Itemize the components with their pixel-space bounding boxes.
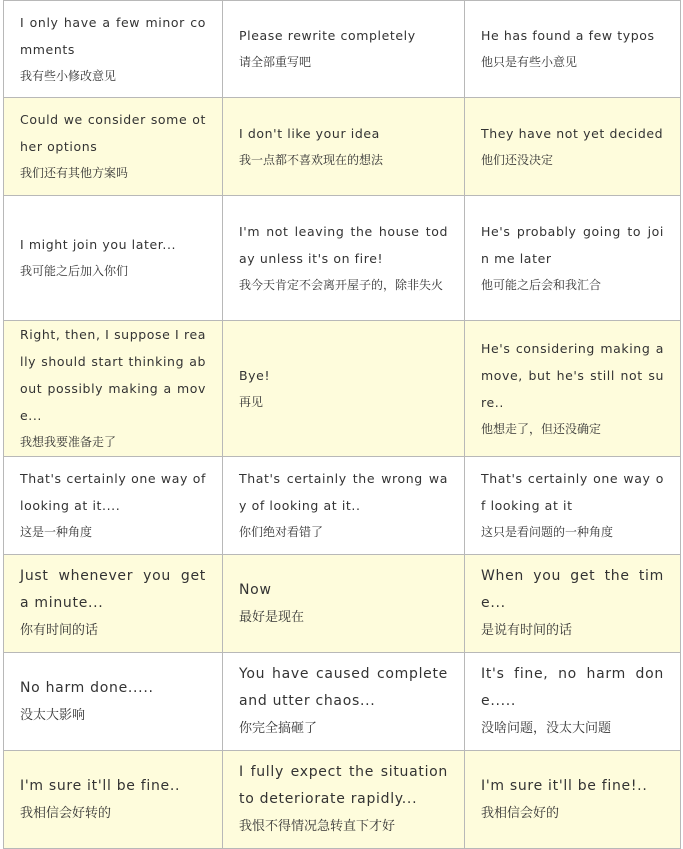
table-row [4,751,681,849]
english-phrase: I only have a few minor comments [20,14,206,57]
english-phrase: It's fine, no harm done..... [481,666,664,709]
table-cell [223,457,465,555]
phrase-table [3,0,681,849]
chinese-translation: 他只是有些小意见 [481,55,578,69]
table-row [4,1,681,98]
english-phrase: He's considering making a move, but he's still not sure.. [481,340,664,410]
chinese-translation: 没太大影响 [20,707,86,723]
english-phrase: Bye! [239,367,271,383]
table-row [4,321,681,457]
table-cell [4,98,223,196]
chinese-translation: 你们绝对看错了 [239,525,324,539]
english-phrase: I'm not leaving the house today unless it's on fire! [239,223,448,266]
english-phrase: I might join you later... [20,237,177,252]
english-phrase: I'm sure it'll be fine.. [20,777,181,794]
table-row [4,457,681,555]
english-phrase: He's probably going to join me later [481,223,664,266]
chinese-translation: 我相信会好转的 [20,805,112,821]
chinese-translation: 我相信会好的 [481,805,560,821]
table-cell [4,196,223,321]
english-phrase: I fully expect the situation to deteriorate rapidly... [239,764,448,807]
table-cell [465,98,681,196]
table-cell [4,751,223,849]
table-cell [223,321,465,457]
english-phrase: That's certainly one way of looking at it.... [20,471,206,513]
table-row [4,98,681,196]
english-phrase: I don't like your idea [239,125,380,141]
chinese-translation: 再见 [239,394,264,409]
english-phrase: He has found a few typos [481,28,655,43]
table-cell [465,1,681,98]
table-cell [4,457,223,555]
chinese-translation: 我有些小修改意见 [20,68,117,83]
table-cell [4,555,223,653]
chinese-translation: 他可能之后会和我汇合 [481,277,602,292]
english-phrase: I'm sure it'll be fine!.. [481,777,648,794]
chinese-translation: 他们还没决定 [481,152,554,167]
table-cell [223,653,465,751]
chinese-translation: 这是一种角度 [20,525,93,539]
chinese-translation: 没啥问题，没太大问题 [481,721,612,736]
table-cell [223,555,465,653]
table-cell [465,751,681,849]
chinese-translation: 这只是看问题的一种角度 [481,525,614,539]
chinese-translation: 是说有时间的话 [481,623,573,638]
chinese-translation: 他想走了，但还没确定 [481,421,602,436]
english-phrase: No harm done..... [20,679,154,696]
table-cell [465,457,681,555]
english-phrase: Right, then, I suppose I really should start thinking about possibly making a move... [20,327,206,423]
table-cell [465,321,681,457]
table-row [4,653,681,751]
english-phrase: Please rewrite completely [239,28,416,43]
table-cell [223,1,465,98]
chinese-translation: 我们还有其他方案吗 [20,166,129,180]
table-cell [4,653,223,751]
english-phrase: That's certainly one way of looking at it [481,471,664,513]
table-cell [223,196,465,321]
table-cell [4,321,223,457]
chinese-translation: 我今天肯定不会离开屋子的，除非失火 [239,277,444,292]
english-phrase: Could we consider some other options [20,112,206,154]
table-row [4,555,681,653]
english-phrase: They have not yet decided [481,125,664,141]
table-cell [4,1,223,98]
english-phrase: Now [239,581,272,598]
chinese-translation: 我可能之后加入你们 [20,264,129,278]
table-cell [465,196,681,321]
english-phrase: That's certainly the wrong way of looking at it.. [239,471,448,513]
chinese-translation: 最好是现在 [239,609,305,625]
english-phrase: Just whenever you get a minute... [20,568,206,611]
english-phrase: You have caused complete and utter chaos... [239,666,448,709]
table-cell [223,751,465,849]
chinese-translation: 请全部重写吧 [239,55,312,69]
chinese-translation: 你完全搞砸了 [239,721,318,736]
chinese-translation: 我恨不得情况急转直下才好 [239,819,396,834]
chinese-translation: 你有时间的话 [20,623,99,638]
table-row [4,196,681,321]
table-cell [223,98,465,196]
chinese-translation: 我一点都不喜欢现在的想法 [239,152,384,167]
table-cell [465,653,681,751]
chinese-translation: 我想我要准备走了 [20,435,117,449]
table-cell [465,555,681,653]
english-phrase: When you get the time... [481,568,664,611]
